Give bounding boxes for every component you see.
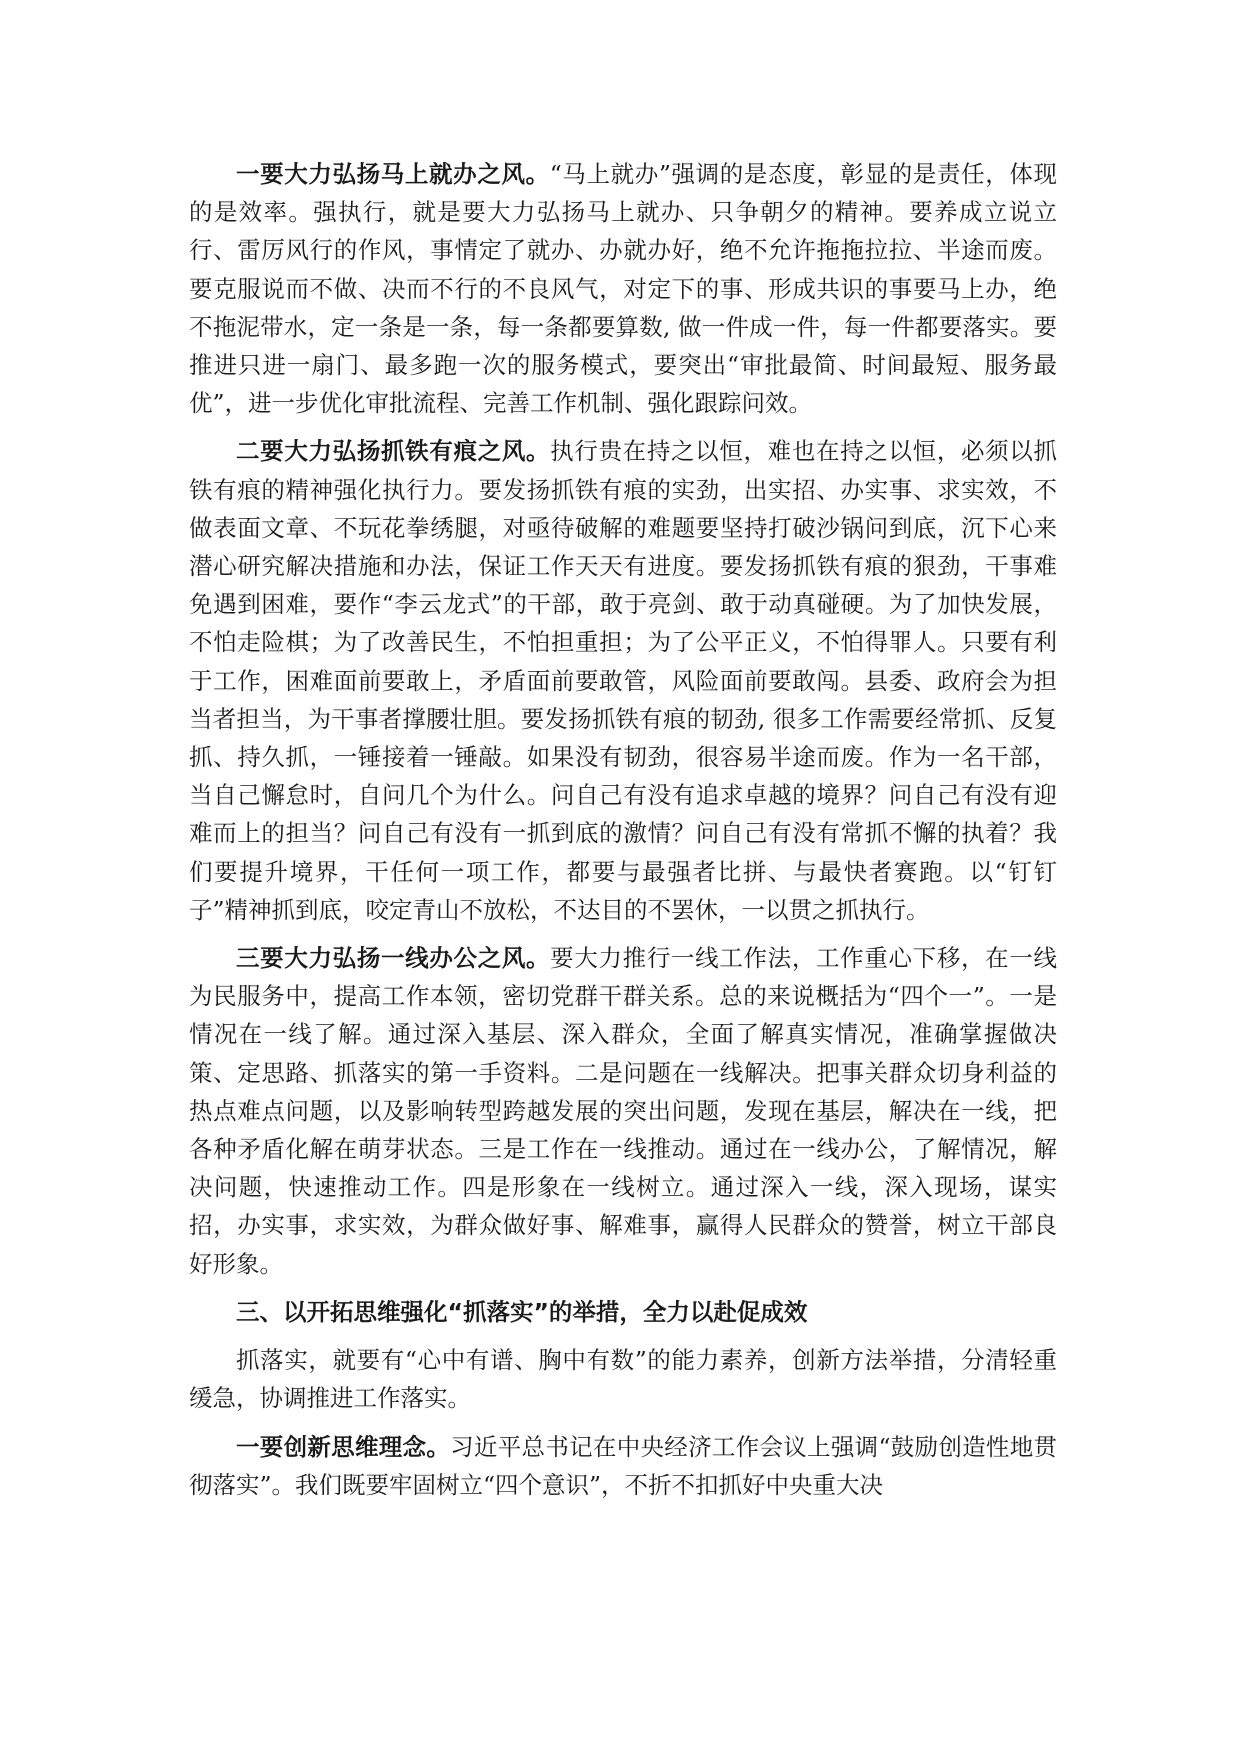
paragraph-3	[189, 939, 1057, 1283]
paragraph-1	[189, 155, 1057, 422]
paragraph-2-lead: 二要大力弘扬抓铁有痕之风。	[236, 437, 551, 466]
paragraph-3-lead: 三要大力弘扬一线办公之风。	[236, 944, 551, 973]
section-heading: 三、以开拓思维强化“抓落实”的举措，全力以赴促成效	[236, 1297, 808, 1326]
paragraph-4	[189, 1428, 1057, 1504]
paragraph-1-text: “马上就办”强调的是态度，彰显的是责任，体现的是效率。强执行，就是要大力弘扬马上就办、只争朝夕的精神。要养成立说立行、雷厉风行的作风，事情定了就办、办就办好，绝不允许拖拖拉拉、半途而废。要克服说而不做、决而不行的不良风气，对定下的事、形成共识的事要马上办，绝不拖泥带水，定一条是一条，每一条都要算数, 做一件成一件，每一件都要落实。要推进只进一扇门、最多跑一次的服务模式，要突出“审批最简、时间最短、服务最优”，进一步优化审批流程、完善工作机制、强化跟踪问效。	[189, 160, 1058, 418]
paragraph-4-lead: 一要创新思维理念。	[236, 1432, 451, 1461]
document-page	[189, 155, 1057, 1514]
paragraph-1-lead: 一要大力弘扬马上就办之风。	[236, 160, 550, 188]
paragraph-2-text: 执行贵在持之以恒，难也在持之以恒，必须以抓铁有痕的精神强化执行力。要发扬抓铁有痕的实劲，出实招、办实事、求实效，不做表面文章、不玩花拳绣腿，对亟待破解的难题要坚持打破沙锅问到底，沉下心来潜心研究解决措施和办法，保证工作天天有进度。要发扬抓铁有痕的狠劲，干事难免遇到困难，要作“李云龙式”的干部，敢于亮剑、敢于动真碰硬。为了加快发展，不怕走险棋；为了改善民生，不怕担重担；为了公平正义，不怕得罪人。只要有利于工作，困难面前要敢上，矛盾面前要敢管，风险面前要敢闯。县委、政府会为担当者担当，为干事者撑腰壮胆。要发扬抓铁有痕的韧劲, 很多工作需要经常抓、反复抓、持久抓，一锤接着一锤敲。如果没有韧劲，很容易半途而废。作为一名干部，当自己懈怠时，自问几个为什么。问自己有没有追求卓越的境界？问自己有没有迎难而上的担当？问自己有没有一抓到底的激情？问自己有没有常抓不懈的执着？我们要提升境界，干任何一项工作，都要与最强者比拼、与最快者赛跑。以“钉钉子”精神抓到底，咬定青山不放松，不达目的不罢休，一以贯之抓执行。	[189, 437, 1058, 924]
paragraph-3-text: 要大力推行一线工作法，工作重心下移，在一线为民服务中，提高工作本领，密切党群干群关系。总的来说概括为“四个一”。一是情况在一线了解。通过深入基层、深入群众，全面了解真实情况，准确掌握做决策、定思路、抓落实的第一手资料。二是问题在一线解决。把事关群众切身利益的热点难点问题，以及影响转型跨越发展的突出问题，发现在基层，解决在一线，把各种矛盾化解在萌芽状态。三是工作在一线推动。通过在一线办公，了解情况，解决问题，快速推动工作。四是形象在一线树立。通过深入一线，深入现场，谋实招，办实事，求实效，为群众做好事、解难事，赢得人民群众的赞誉，树立干部良好形象。	[189, 944, 1058, 1278]
paragraph-2	[189, 432, 1057, 929]
paragraph-4-text: 习近平总书记在中央经济工作会议上强调“鼓励创造性地贯彻落实”。我们既要牢固树立“四个意识”，不折不扣抓好中央重大决	[189, 1432, 1058, 1499]
section-intro: 抓落实，就要有“心中有谱、胸中有数”的能力素养，创新方法举措，分清轻重缓急，协调推进工作落实。	[189, 1346, 1057, 1413]
